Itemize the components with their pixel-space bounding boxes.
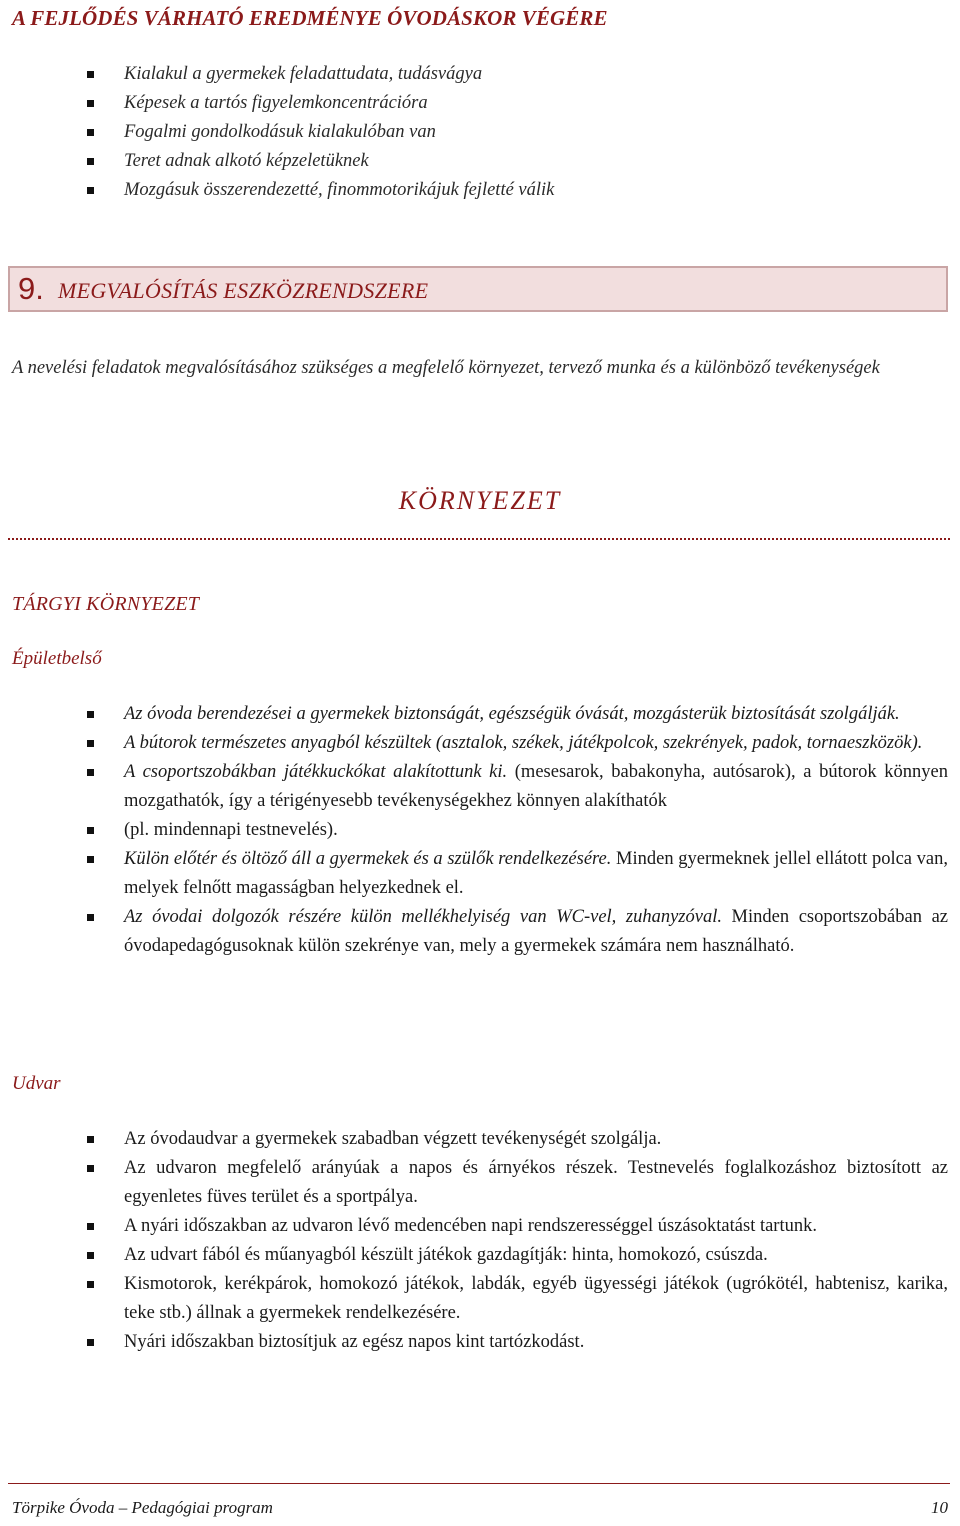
outdoor-title: Udvar [12,1073,61,1094]
list-item: Fogalmi gondolkodásuk kialakulóban van [124,118,554,147]
square-bullet-icon [87,129,94,136]
square-bullet-icon [87,1165,94,1172]
square-bullet-icon [87,711,94,718]
square-bullet-icon [87,827,94,834]
section-number: 9. [18,271,44,306]
list-item: Az óvodaudvar a gyermekek szabadban végzett tevékenységét szolgálja. [124,1125,948,1154]
page-number: 10 [931,1498,948,1517]
list-item: A nyári időszakban az udvaron lévő medencében napi rendszerességgel úszásoktatást tartunk. [124,1212,948,1241]
square-bullet-icon [87,158,94,165]
list-item: A csoportszobákban játékkuckókat alakítottunk ki. (mesesarok, babakonyha, autósarok), a bútorok könnyen mozgathatók, így a térigényesebb tevékenységekhez könnyen alakíthatók [124,758,948,816]
square-bullet-icon [87,740,94,747]
subheading: TÁRGYI KÖRNYEZET [12,593,200,615]
section-heading-box [8,266,948,312]
square-bullet-icon [87,856,94,863]
list-item: Nyári időszakban biztosítjuk az egész napos kint tartózkodást. [124,1328,948,1357]
square-bullet-icon [87,1252,94,1259]
indoor-list [124,700,948,961]
square-bullet-icon [87,71,94,78]
list-item: Az óvodai dolgozók részére külön mellékhelyiség van WC-vel, zuhanyzóval. Minden csoportszobában az óvodapedagógusoknak külön szekrénye van, mely a gyermekek számára nem használható. [124,903,948,961]
square-bullet-icon [87,100,94,107]
list-item: Mozgásuk összerendezetté, finommotorikájuk fejletté válik [124,176,554,205]
indoor-title: Épületbelső [12,648,102,669]
square-bullet-icon [87,1281,94,1288]
square-bullet-icon [87,187,94,194]
list-item: Külön előtér és öltöző áll a gyermekek és a szülők rendelkezésére. Minden gyermeknek jellel ellátott polca van, melyek felnőtt magasságban helyezkednek el. [124,845,948,903]
dotted-divider [8,538,950,540]
square-bullet-icon [87,914,94,921]
square-bullet-icon [87,1136,94,1143]
list-item: Kismotorok, kerékpárok, homokozó játékok, labdák, egyéb ügyességi játékok (ugrókötél, habtenisz, karika, teke stb.) állnak a gyermekek rendelkezésére. [124,1270,948,1328]
list-item: Képesek a tartós figyelemkoncentrációra [124,89,554,118]
list-item: Az udvaron megfelelő arányúak a napos és árnyékos részek. Testnevelés foglalkozáshoz biztosított az egyenletes füves terület és a sportpálya. [124,1154,948,1212]
square-bullet-icon [87,1223,94,1230]
list-item: (pl. mindennapi testnevelés). [124,816,948,845]
square-bullet-icon [87,769,94,776]
top-heading: A FEJLŐDÉS VÁRHATÓ EREDMÉNYE ÓVODÁSKOR VÉGÉRE [12,6,608,30]
intro-paragraph: A nevelési feladatok megvalósításához szükséges a megfelelő környezet, tervező munka és a különböző tevékenységek [12,358,880,378]
environment-heading: KÖRNYEZET [398,486,562,515]
list-item: Teret adnak alkotó képzeletüknek [124,147,554,176]
list-item: Az óvoda berendezései a gyermekek biztonságát, egészségük óvását, mozgásterük biztosítását szolgálják. [124,700,948,729]
list-item: A bútorok természetes anyagból készültek (asztalok, székek, játékpolcok, szekrények, padok, tornaeszközök). [124,729,948,758]
section-title: MEGVALÓSÍTÁS ESZKÖZRENDSZERE [58,278,429,303]
outdoor-list [124,1125,948,1357]
outcomes-list [124,60,554,205]
list-item: Kialakul a gyermekek feladattudata, tudásvágya [124,60,554,89]
footer-divider [8,1483,950,1484]
footer-title: Törpike Óvoda – Pedagógiai program [12,1498,273,1517]
square-bullet-icon [87,1339,94,1346]
list-item: Az udvart fából és műanyagból készült játékok gazdagítják: hinta, homokozó, csúszda. [124,1241,948,1270]
